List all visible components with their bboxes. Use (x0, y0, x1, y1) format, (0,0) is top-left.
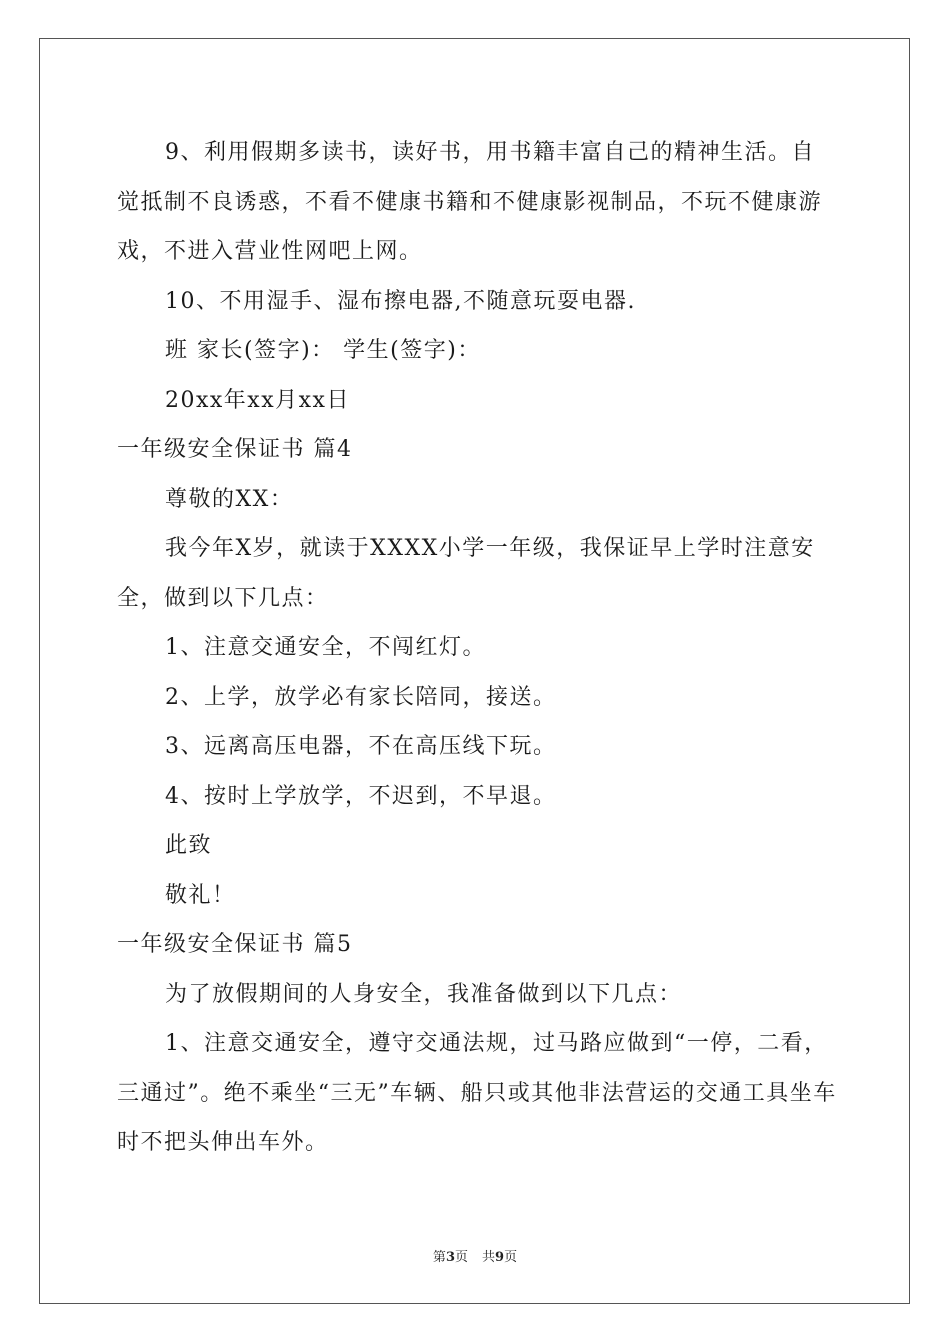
signature-line: 班 家长(签字)： 学生(签字)： (165, 338, 481, 363)
closing-line-2: 敬礼！ (165, 882, 236, 908)
intro-paragraph-5: 为了放假期间的人身安全，我准备做到以下几点： (165, 981, 683, 1007)
footer-page-suffix: 页 (454, 1250, 468, 1265)
page-footer (0, 1246, 950, 1265)
paragraph-item-10: 10、不用湿手、湿布擦电器,不随意玩耍电器. (165, 288, 636, 314)
footer-total-suffix: 页 (504, 1250, 518, 1265)
footer-page-number: 3 (445, 1250, 455, 1265)
list-item-4: 4、按时上学放学，不迟到，不早退。 (165, 783, 557, 809)
section-heading-4: 一年级安全保证书 篇4 (117, 437, 353, 462)
footer-prefix: 第 (432, 1250, 446, 1265)
date-line: 20xx年xx月xx日 (165, 387, 350, 413)
closing-line-1: 此致 (165, 833, 213, 858)
list-item-1: 1、注意交通安全，不闯红灯。 (165, 635, 486, 660)
paragraph-item-9: 9、利用假期多读书，读好书，用书籍丰富自己的精神生活。自觉抵制不良诱惑，不看不健康书籍和不健康影视制品，不玩不健康游戏，不进入营业性网吧上网。 (117, 140, 823, 264)
document-body (117, 128, 837, 1168)
list-item-5-1: 1、注意交通安全，遵守交通法规，过马路应做到“一停，二看，三通过”。绝不乘坐“三无”车辆、船只或其他非法营运的交通工具坐车时不把头伸出车外。 (117, 1031, 837, 1155)
salutation: 尊敬的XX： (165, 486, 294, 512)
footer-total-pages: 9 (495, 1250, 505, 1265)
intro-paragraph: 我今年X岁，就读于XXXX小学一年级，我保证早上学时注意安全，做到以下几点： (117, 536, 815, 611)
footer-total-prefix: 共 (482, 1250, 496, 1265)
list-item-2: 2、上学，放学必有家长陪同，接送。 (165, 684, 557, 710)
list-item-3: 3、远离高压电器，不在高压线下玩。 (165, 734, 557, 759)
section-heading-5: 一年级安全保证书 篇5 (117, 932, 353, 957)
